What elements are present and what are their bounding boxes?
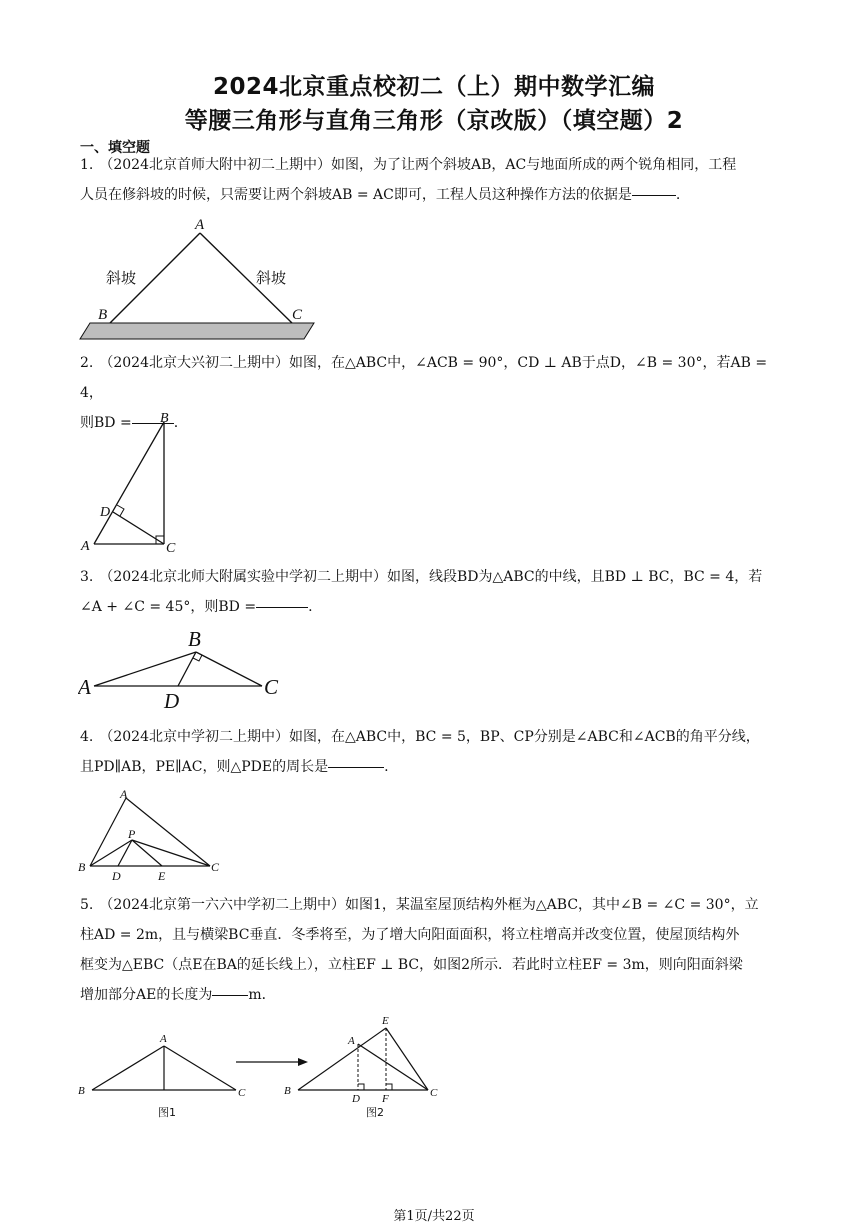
page-footer: 第1页/共22页 bbox=[393, 1209, 475, 1224]
question-text: 增加部分AE的长度为 bbox=[80, 987, 213, 1003]
label-c: C bbox=[166, 541, 176, 556]
fig2-label-a: A bbox=[348, 1035, 355, 1047]
label-p: P bbox=[128, 827, 136, 841]
label-d: D bbox=[112, 869, 121, 883]
label-a: A bbox=[195, 217, 205, 233]
answer-blank[interactable] bbox=[256, 606, 308, 608]
ground-strip bbox=[80, 323, 314, 339]
figure-q5 bbox=[76, 1010, 456, 1125]
label-e: E bbox=[158, 869, 166, 883]
question-text: 则BD = bbox=[80, 415, 132, 431]
fig1-label-c: C bbox=[238, 1087, 246, 1099]
answer-blank[interactable] bbox=[212, 994, 248, 996]
fig2-label-c: C bbox=[430, 1087, 438, 1099]
question-number: 3. bbox=[80, 569, 94, 585]
label-a: A bbox=[78, 675, 91, 699]
label-c: C bbox=[292, 307, 303, 323]
question-number: 2. bbox=[80, 355, 94, 371]
title-line-2: 等腰三角形与直角三角形（京改版）（填空题）2 bbox=[184, 108, 684, 134]
side-ab bbox=[94, 422, 164, 544]
question-text: （2024北京首师大附中初二上期中）如图，为了让两个斜坡AB，AC与地面所成的两个锐角相同，工程 bbox=[99, 157, 737, 173]
label-b: B bbox=[160, 411, 169, 426]
fig2-side-ac bbox=[358, 1044, 428, 1090]
figure-q3 bbox=[78, 624, 288, 714]
question-5 bbox=[80, 890, 792, 1010]
label-b: B bbox=[98, 307, 108, 323]
question-text: （2024北京大兴初二上期中）如图，在△ABC中，∠ACB = 90°，CD ⊥ AB于点D，∠B = 30°，若AB = 4， bbox=[80, 355, 768, 401]
fig1-label-b: B bbox=[78, 1085, 85, 1097]
fig2-label-e: E bbox=[382, 1015, 389, 1027]
question-text: 人员在修斜坡的时候，只需要让两个斜坡AB = AC即可，工程人员这种操作方法的依据是 bbox=[80, 187, 632, 203]
label-d: D bbox=[164, 689, 180, 713]
fig2-side-be bbox=[298, 1028, 386, 1090]
question-text: 柱AD = 2m，且与横梁BC垂直．冬季将至，为了增大向阳面面积，将立柱增高并改变位置，使屋顶结构外 bbox=[80, 927, 740, 943]
bisector-cp bbox=[132, 840, 210, 866]
fig1-side-ac bbox=[164, 1046, 236, 1090]
fig2-right-angle-d bbox=[358, 1084, 364, 1090]
side-ab bbox=[90, 798, 126, 866]
label-c: C bbox=[264, 675, 279, 699]
label-d: D bbox=[100, 505, 111, 520]
question-3 bbox=[80, 562, 792, 622]
right-angle-d bbox=[117, 505, 124, 516]
question-text: （2024北京中学初二上期中）如图，在△ABC中，BC = 5，BP、CP分别是∠ABC和∠ACB的角平分线， bbox=[99, 729, 760, 745]
fig2-caption: 图2 bbox=[366, 1106, 384, 1119]
question-number: 5. bbox=[80, 897, 94, 913]
label-b: B bbox=[78, 860, 86, 874]
fig2-label-d: D bbox=[352, 1093, 360, 1105]
fig2-right-angle-f bbox=[386, 1084, 392, 1090]
fig2-label-f: F bbox=[382, 1093, 389, 1105]
label-left-slope: 斜坡 bbox=[106, 269, 137, 287]
question-end: . bbox=[173, 415, 179, 431]
arrow-right-icon bbox=[298, 1058, 308, 1066]
question-4 bbox=[80, 722, 792, 782]
question-end: . bbox=[308, 599, 313, 615]
figure-q2 bbox=[78, 408, 188, 558]
question-end: m． bbox=[248, 987, 276, 1003]
question-number: 4. bbox=[80, 729, 94, 745]
answer-blank[interactable] bbox=[328, 766, 384, 768]
label-a: A bbox=[120, 787, 128, 801]
label-c: C bbox=[211, 860, 220, 874]
title-line-1: 2024北京重点校初二（上）期中数学汇编 bbox=[212, 74, 655, 100]
question-text: （2024北京第一六六中学初二上期中）如图1，某温室屋顶结构外框为△ABC，其中∠B = ∠C = 30°，立 bbox=[99, 897, 759, 913]
figure-q4 bbox=[76, 784, 226, 884]
question-text: （2024北京北师大附属实验中学初二上期中）如图，线段BD为△ABC的中线，且BD ⊥ BC，BC = 4，若 bbox=[99, 569, 763, 585]
question-text: 框变为△EBC（点E在BA的延长线上），立柱EF ⊥ BC，如图2所示．若此时立柱EF = 3m，则向阳面斜梁 bbox=[80, 957, 743, 973]
question-text: 且PD∥AB，PE∥AC，则△PDE的周长是 bbox=[80, 759, 329, 775]
label-b: B bbox=[188, 627, 201, 651]
label-a: A bbox=[81, 539, 90, 554]
fig2-side-ec bbox=[386, 1028, 428, 1090]
label-right-slope: 斜坡 bbox=[256, 269, 287, 287]
figure-q1 bbox=[78, 215, 318, 345]
section-heading: 一、填空题 bbox=[80, 140, 150, 156]
fig1-caption: 图1 bbox=[158, 1106, 176, 1119]
fig1-label-a: A bbox=[160, 1033, 167, 1045]
question-number: 1. bbox=[80, 157, 94, 173]
fig2-label-b: B bbox=[284, 1085, 291, 1097]
side-bc bbox=[196, 652, 262, 686]
side-ac bbox=[126, 798, 210, 866]
question-end: . bbox=[384, 759, 389, 775]
question-text: ∠A + ∠C = 45°，则BD = bbox=[80, 599, 257, 615]
question-1 bbox=[80, 150, 792, 210]
answer-blank[interactable] bbox=[632, 194, 676, 196]
segment-pe bbox=[132, 840, 162, 866]
fig1-side-ab bbox=[92, 1046, 164, 1090]
question-end: . bbox=[675, 187, 681, 203]
